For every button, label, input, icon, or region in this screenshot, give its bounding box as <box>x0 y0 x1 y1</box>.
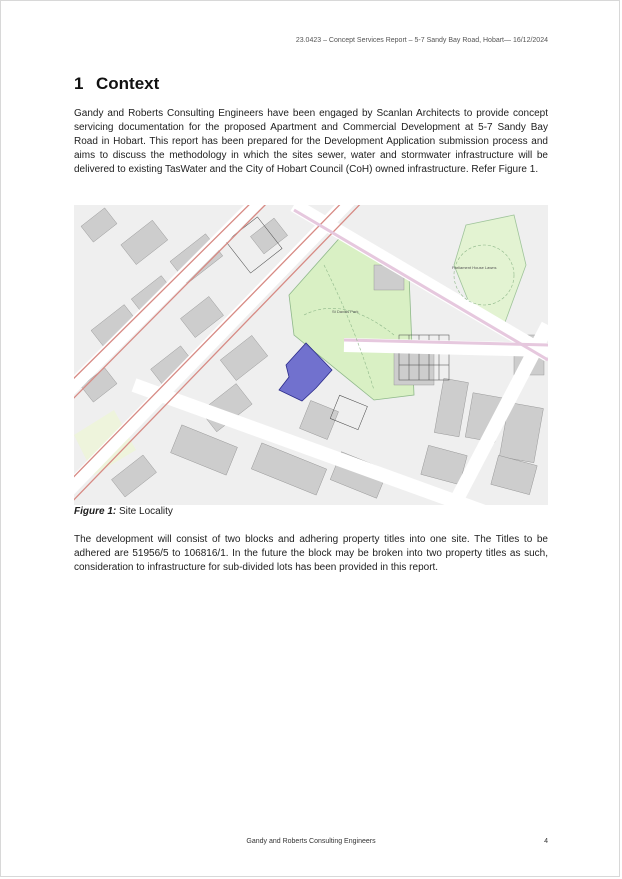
footer-company: Gandy and Roberts Consulting Engineers <box>246 838 376 845</box>
figure-caption-text: Site Locality <box>119 506 173 517</box>
section-title: Context <box>96 74 160 93</box>
development-paragraph: The development will consist of two blocks and adhering property titles into one site. The Titles to be adhered are 51956/5 to 106816/1. In the future the block may be broken into two property titles as such, consideration to infrastructure for sub-divided lots has been provided in this report. <box>74 534 548 573</box>
intro-paragraph: Gandy and Roberts Consulting Engineers have been engaged by Scanlan Architects to provide concept servicing documentation for the proposed Apartment and Commercial Development at 5-7 Sandy Bay Road in Hobart. This report has been prepared for the Development Application submission process and aims to discuss the methodology in which the sites sewer, water and stormwater infrastructure will be delivered to existing TasWater and the City of Hobart Council (CoH) owned infrastructure. Refer Figure 1. <box>74 108 548 175</box>
map-drawing <box>74 205 548 505</box>
site-locality-map <box>74 205 548 505</box>
figure-caption <box>74 506 173 517</box>
svg-text:Parliament House Lawns: Parliament House Lawns <box>452 265 497 270</box>
figure-label: Figure 1: <box>74 506 117 517</box>
section-heading <box>74 74 159 94</box>
running-header: 23.0423 – Concept Services Report – 5-7 Sandy Bay Road, Hobart— 16/12/2024 <box>295 37 548 44</box>
section-number: 1 <box>74 74 84 93</box>
svg-text:St Davids Park: St Davids Park <box>332 309 359 314</box>
page-number: 4 <box>544 838 548 845</box>
